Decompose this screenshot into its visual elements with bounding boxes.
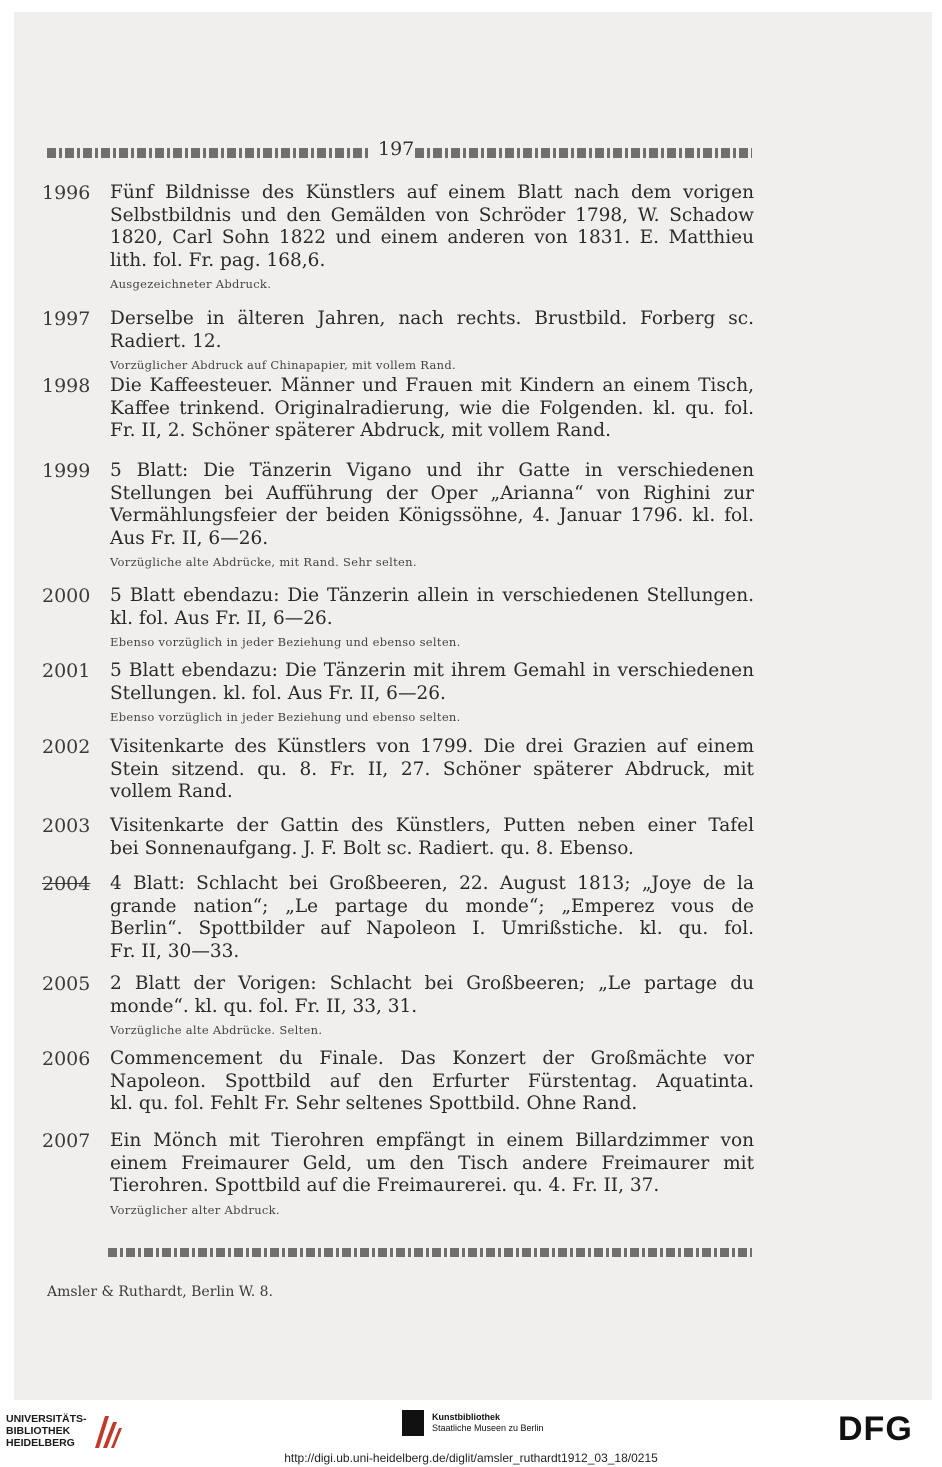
entry-line: 4 Blatt: Schlacht bei Großbeeren, 22. August 1813; „Joye de la <box>110 873 754 894</box>
entry-line: 2 Blatt der Vorigen: Schlacht bei Großbeeren; „Le partage du <box>110 973 754 994</box>
entry-line: Berlin“. Spottbilder auf Napoleon I. Umrißstiche. kl. qu. fol. <box>110 918 754 939</box>
entry-number: 2003 <box>42 815 91 837</box>
entry-line: Stellungen bei Aufführung der Oper „Arianna“ von Righini zur <box>110 482 754 504</box>
entry-number: 2000 <box>42 585 91 607</box>
entry-number: 1996 <box>42 182 91 204</box>
entry-line: Fr. II, 2. Schöner späterer Abdruck, mit vollem Rand. <box>110 420 611 441</box>
entry-line: Stellungen. kl. fol. Aus Fr. II, 6—26. <box>110 682 446 704</box>
entry-line: Die Kaffeesteuer. Männer und Frauen mit Kindern an einem Tisch, <box>110 375 754 396</box>
entry-line: Commencement du Finale. Das Konzert der Großmächte vor <box>110 1048 754 1069</box>
entry-line: 5 Blatt ebendazu: Die Tänzerin mit ihrem Gemahl in verschiedenen <box>110 660 754 681</box>
entry-number: 1998 <box>42 375 91 397</box>
entry-line: Visitenkarte der Gattin des Künstlers, Putten neben einer Tafel <box>110 815 754 836</box>
entry-line: 1820, Carl Sohn 1822 und einem anderen von 1831. E. Matthieu <box>110 227 754 248</box>
uni-logo-text: UNIVERSITÄTS- BIBLIOTHEK HEIDELBERG <box>6 1413 87 1449</box>
entry-line: Stein sitzend. qu. 8. Fr. II, 27. Schöner späterer Abdruck, mit <box>110 758 754 780</box>
kunstbibliothek-logo[interactable] <box>402 1408 544 1438</box>
entry-text <box>110 182 754 291</box>
entry-text <box>110 308 754 372</box>
entry-line: Ein Mönch mit Tierohren empfängt in einem Billardzimmer von <box>110 1130 754 1151</box>
entry-text <box>110 375 754 443</box>
entry-note: Ebenso vorzüglich in jeder Beziehung und ebenso selten. <box>110 710 461 724</box>
footer-ornament <box>108 1248 752 1257</box>
publisher-line: Amsler & Ruthardt, Berlin W. 8. <box>47 1284 274 1300</box>
entry-number: 2007 <box>42 1130 91 1152</box>
entry-number: 2006 <box>42 1048 91 1070</box>
entry-line: bei Sonnenaufgang. J. F. Bolt sc. Radiert. qu. 8. Ebenso. <box>110 837 634 859</box>
entry-number: 2002 <box>42 736 91 758</box>
entry-line: Kaffee trinkend. Originalradierung, wie die Folgenden. kl. qu. fol. <box>110 397 754 419</box>
entry-text <box>110 815 754 860</box>
header-ornament-right <box>415 148 752 158</box>
entry-line: Visitenkarte des Künstlers von 1799. Die drei Grazien auf einem <box>110 736 754 757</box>
entry-line: Radiert. 12. <box>110 330 222 352</box>
entry-line: Aus Fr. II, 6—26. <box>110 527 269 549</box>
entry-line: Derselbe in älteren Jahren, nach rechts. Brustbild. Forberg sc. <box>110 308 754 329</box>
entry-line: lith. fol. Fr. pag. 168,6. <box>110 249 326 271</box>
entry-line: Tierohren. Spottbild auf die Freimaurerei. qu. 4. Fr. II, 37. <box>110 1175 660 1196</box>
entry-line: Selbstbildnis und den Gemälden von Schröder 1798, W. Schadow <box>110 204 754 226</box>
entry-number: 2005 <box>42 973 91 995</box>
entry-text <box>110 660 754 724</box>
entry-line: grande nation“; „Le partage du monde“; „Emperez vous de <box>110 895 754 917</box>
entry-text <box>110 1048 754 1116</box>
entry-number: 2001 <box>42 660 91 682</box>
entry-line: kl. qu. fol. Fehlt Fr. Sehr seltenes Spottbild. Ohne Rand. <box>110 1093 638 1114</box>
entry-note: Ausgezeichneter Abdruck. <box>110 277 272 291</box>
library-emblem-icon <box>91 1412 125 1450</box>
heidelberg-library-logo[interactable] <box>6 1411 156 1451</box>
entry-number: 1999 <box>42 460 91 482</box>
source-url[interactable]: http://digi.ub.uni-heidelberg.de/diglit/amsler_ruthardt1912_03_18/0215 <box>284 1451 658 1465</box>
header-ornament-left <box>47 148 369 158</box>
entry-line: Napoleon. Spottbild auf den Erfurter Fürstentag. Aquatinta. <box>110 1070 754 1092</box>
entry-number: 2004 <box>42 873 91 895</box>
entry-line: einem Freimaurer Geld, um den Tisch andere Freimaurer mit <box>110 1152 754 1174</box>
entry-line: 5 Blatt: Die Tänzerin Vigano und ihr Gatte in verschiedenen <box>110 460 754 481</box>
entry-text <box>110 1130 754 1217</box>
kb-subtitle: Staatliche Museen zu Berlin <box>432 1423 544 1433</box>
entry-note: Vorzüglicher Abdruck auf Chinapapier, mit vollem Rand. <box>110 358 456 372</box>
entry-text <box>110 585 754 649</box>
entry-text <box>110 873 754 963</box>
entry-line: Fr. II, 30—33. <box>110 940 240 962</box>
entry-text <box>110 736 754 804</box>
entry-note: Vorzügliche alte Abdrücke. Selten. <box>110 1023 323 1037</box>
entry-note: Vorzüglicher alter Abdruck. <box>110 1202 280 1217</box>
kb-title: Kunstbibliothek <box>432 1412 500 1422</box>
entry-line: 5 Blatt ebendazu: Die Tänzerin allein in verschiedenen Stellungen. <box>110 585 754 606</box>
entry-text <box>110 460 754 569</box>
entry-text <box>110 973 754 1037</box>
entry-note: Vorzügliche alte Abdrücke, mit Rand. Sehr selten. <box>110 555 417 569</box>
dfg-logo[interactable]: DFG <box>838 1410 913 1448</box>
entry-line: monde“. kl. qu. fol. Fr. II, 33, 31. <box>110 995 418 1017</box>
page-number: 197 <box>378 138 415 160</box>
entry-line: Fünf Bildnisse des Künstlers auf einem Blatt nach dem vorigen <box>110 182 754 203</box>
entry-line: Vermählungsfeier der beiden Königssöhne, 4. Januar 1796. kl. fol. <box>110 505 754 526</box>
kunstbibliothek-icon <box>402 1410 424 1436</box>
entry-line: kl. fol. Aus Fr. II, 6—26. <box>110 607 333 629</box>
entry-note: Ebenso vorzüglich in jeder Beziehung und ebenso selten. <box>110 635 461 649</box>
entry-number: 1997 <box>42 308 91 330</box>
entry-line: vollem Rand. <box>110 781 233 802</box>
